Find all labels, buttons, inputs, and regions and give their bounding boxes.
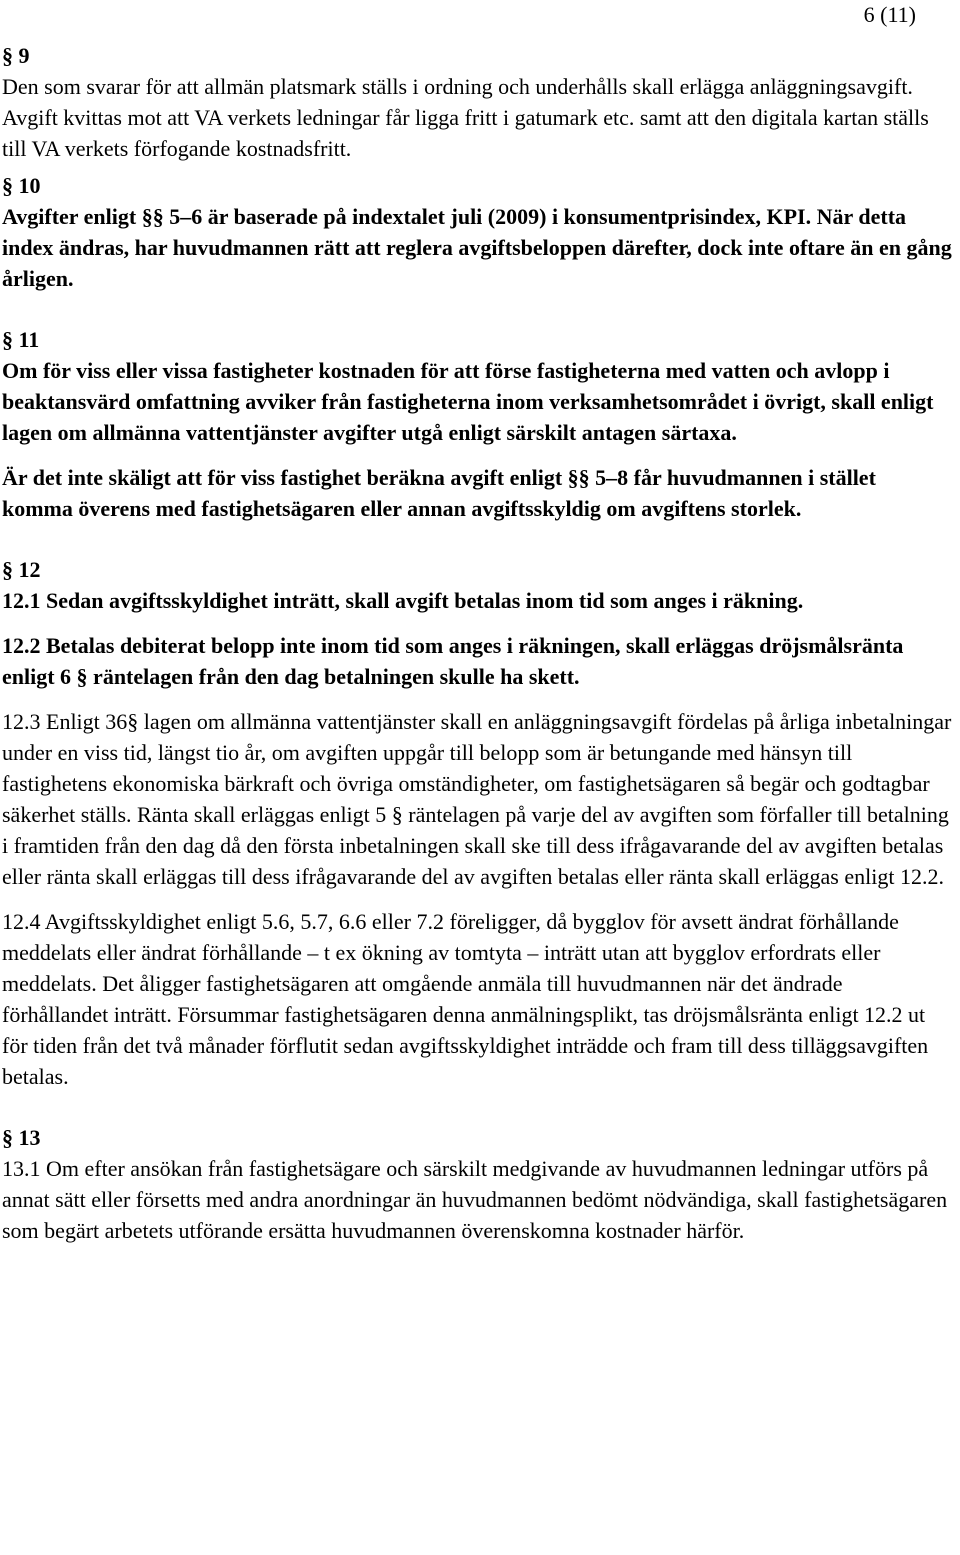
section-10 — [2, 170, 952, 294]
section-11 — [2, 324, 952, 524]
section-12-paragraph-3: 12.3 Enligt 36§ lagen om allmänna vattentjänster skall en anläggningsavgift fördelas på årliga inbetalningar under en viss tid, längst tio år, om avgiften uppgår till belopp som är betungande med hänsyn till fastighetens ekonomiska bärkraft och övriga omständigheter, om fastighetsägaren så begär och godtagbar säkerhet ställs. Ränta skall erläggas enligt 5 § räntelagen på varje del av avgiften som förfaller till betalning i framtiden från den dag då den första inbetalningen skall ske till dess ifrågavarande del av avgiften betalas eller ränta skall erläggas till dess ifrågavarande del av avgiften betalas eller ränta skall erläggas enligt 12.2. — [2, 709, 952, 889]
section-12-paragraph-2: 12.2 Betalas debiterat belopp inte inom tid som anges i räkningen, skall erläggas dröjsmålsränta enligt 6 § räntelagen från den dag betalningen skulle ha skett. — [2, 633, 904, 689]
section-11-paragraph-2: Är det inte skäligt att för viss fastighet beräkna avgift enligt §§ 5–8 får huvudmannen i stället komma överens med fastighetsägaren eller annan avgiftsskyldig om avgiftens storlek. — [2, 465, 876, 521]
section-13 — [2, 1122, 952, 1246]
section-11-heading: § 11 — [2, 327, 40, 352]
section-9 — [2, 40, 952, 164]
section-9-paragraph-1: Den som svarar för att allmän platsmark ställs i ordning och underhålls skall erlägga anläggningsavgift. — [2, 74, 913, 99]
section-10-paragraph-1: Avgifter enligt §§ 5–6 är baserade på indextalet juli (2009) i konsumentprisindex, KPI. När detta index ändras, har huvudmannen rätt att reglera avgiftsbeloppen därefter, dock inte oftare än en gång årligen. — [2, 204, 952, 291]
page-number: 6 (11) — [863, 2, 916, 27]
section-12-heading: § 12 — [2, 557, 41, 582]
section-13-paragraph-1: 13.1 Om efter ansökan från fastighetsägare och särskilt medgivande av huvudmannen ledningar utförs på annat sätt eller försetts med andra anordningar än huvudmannen bedömt nödvändiga, skall fastighetsägaren som begärt arbetets utförande ersätta huvudmannen överenskomna kostnader härför. — [2, 1156, 948, 1243]
section-11-paragraph-1: Om för viss eller vissa fastigheter kostnaden för att förse fastigheterna med vatten och avlopp i beaktansvärd omfattning avviker från fastigheterna inom verksamhetsområdet i övrigt, skall enligt lagen om allmänna vattentjänster avgifter utgå enligt särskilt antagen särtaxa. — [2, 358, 934, 445]
section-12-paragraph-1: 12.1 Sedan avgiftsskyldighet inträtt, skall avgift betalas inom tid som anges i räkning. — [2, 588, 804, 613]
section-10-heading: § 10 — [2, 173, 41, 198]
section-9-heading: § 9 — [2, 43, 30, 68]
section-12 — [2, 554, 952, 1092]
document-body — [2, 40, 952, 1246]
section-12-paragraph-4: 12.4 Avgiftsskyldighet enligt 5.6, 5.7, 6.6 eller 7.2 föreligger, då bygglov för avsett ändrat förhållande meddelats eller ändrat förhållande – t ex ökning av tomtyta – inträtt utan att bygglov erfordrats eller meddelats. Det åligger fastighetsägaren att omgående anmäla till huvudmannen när det ändrade förhållandet inträtt. Försummar fastighetsägaren denna anmälningsplikt, tas dröjsmålsränta enligt 12.2 ut för tiden från det två månader förflutit sedan avgiftsskyldighet inträdde och fram till dess tilläggsavgiften betalas. — [2, 909, 929, 1089]
section-9-paragraph-2: Avgift kvittas mot att VA verkets ledningar får ligga fritt i gatumark etc. samt att den digitala kartan ställs till VA verkets förfogande kostnadsfritt. — [2, 105, 929, 161]
section-13-heading: § 13 — [2, 1125, 41, 1150]
